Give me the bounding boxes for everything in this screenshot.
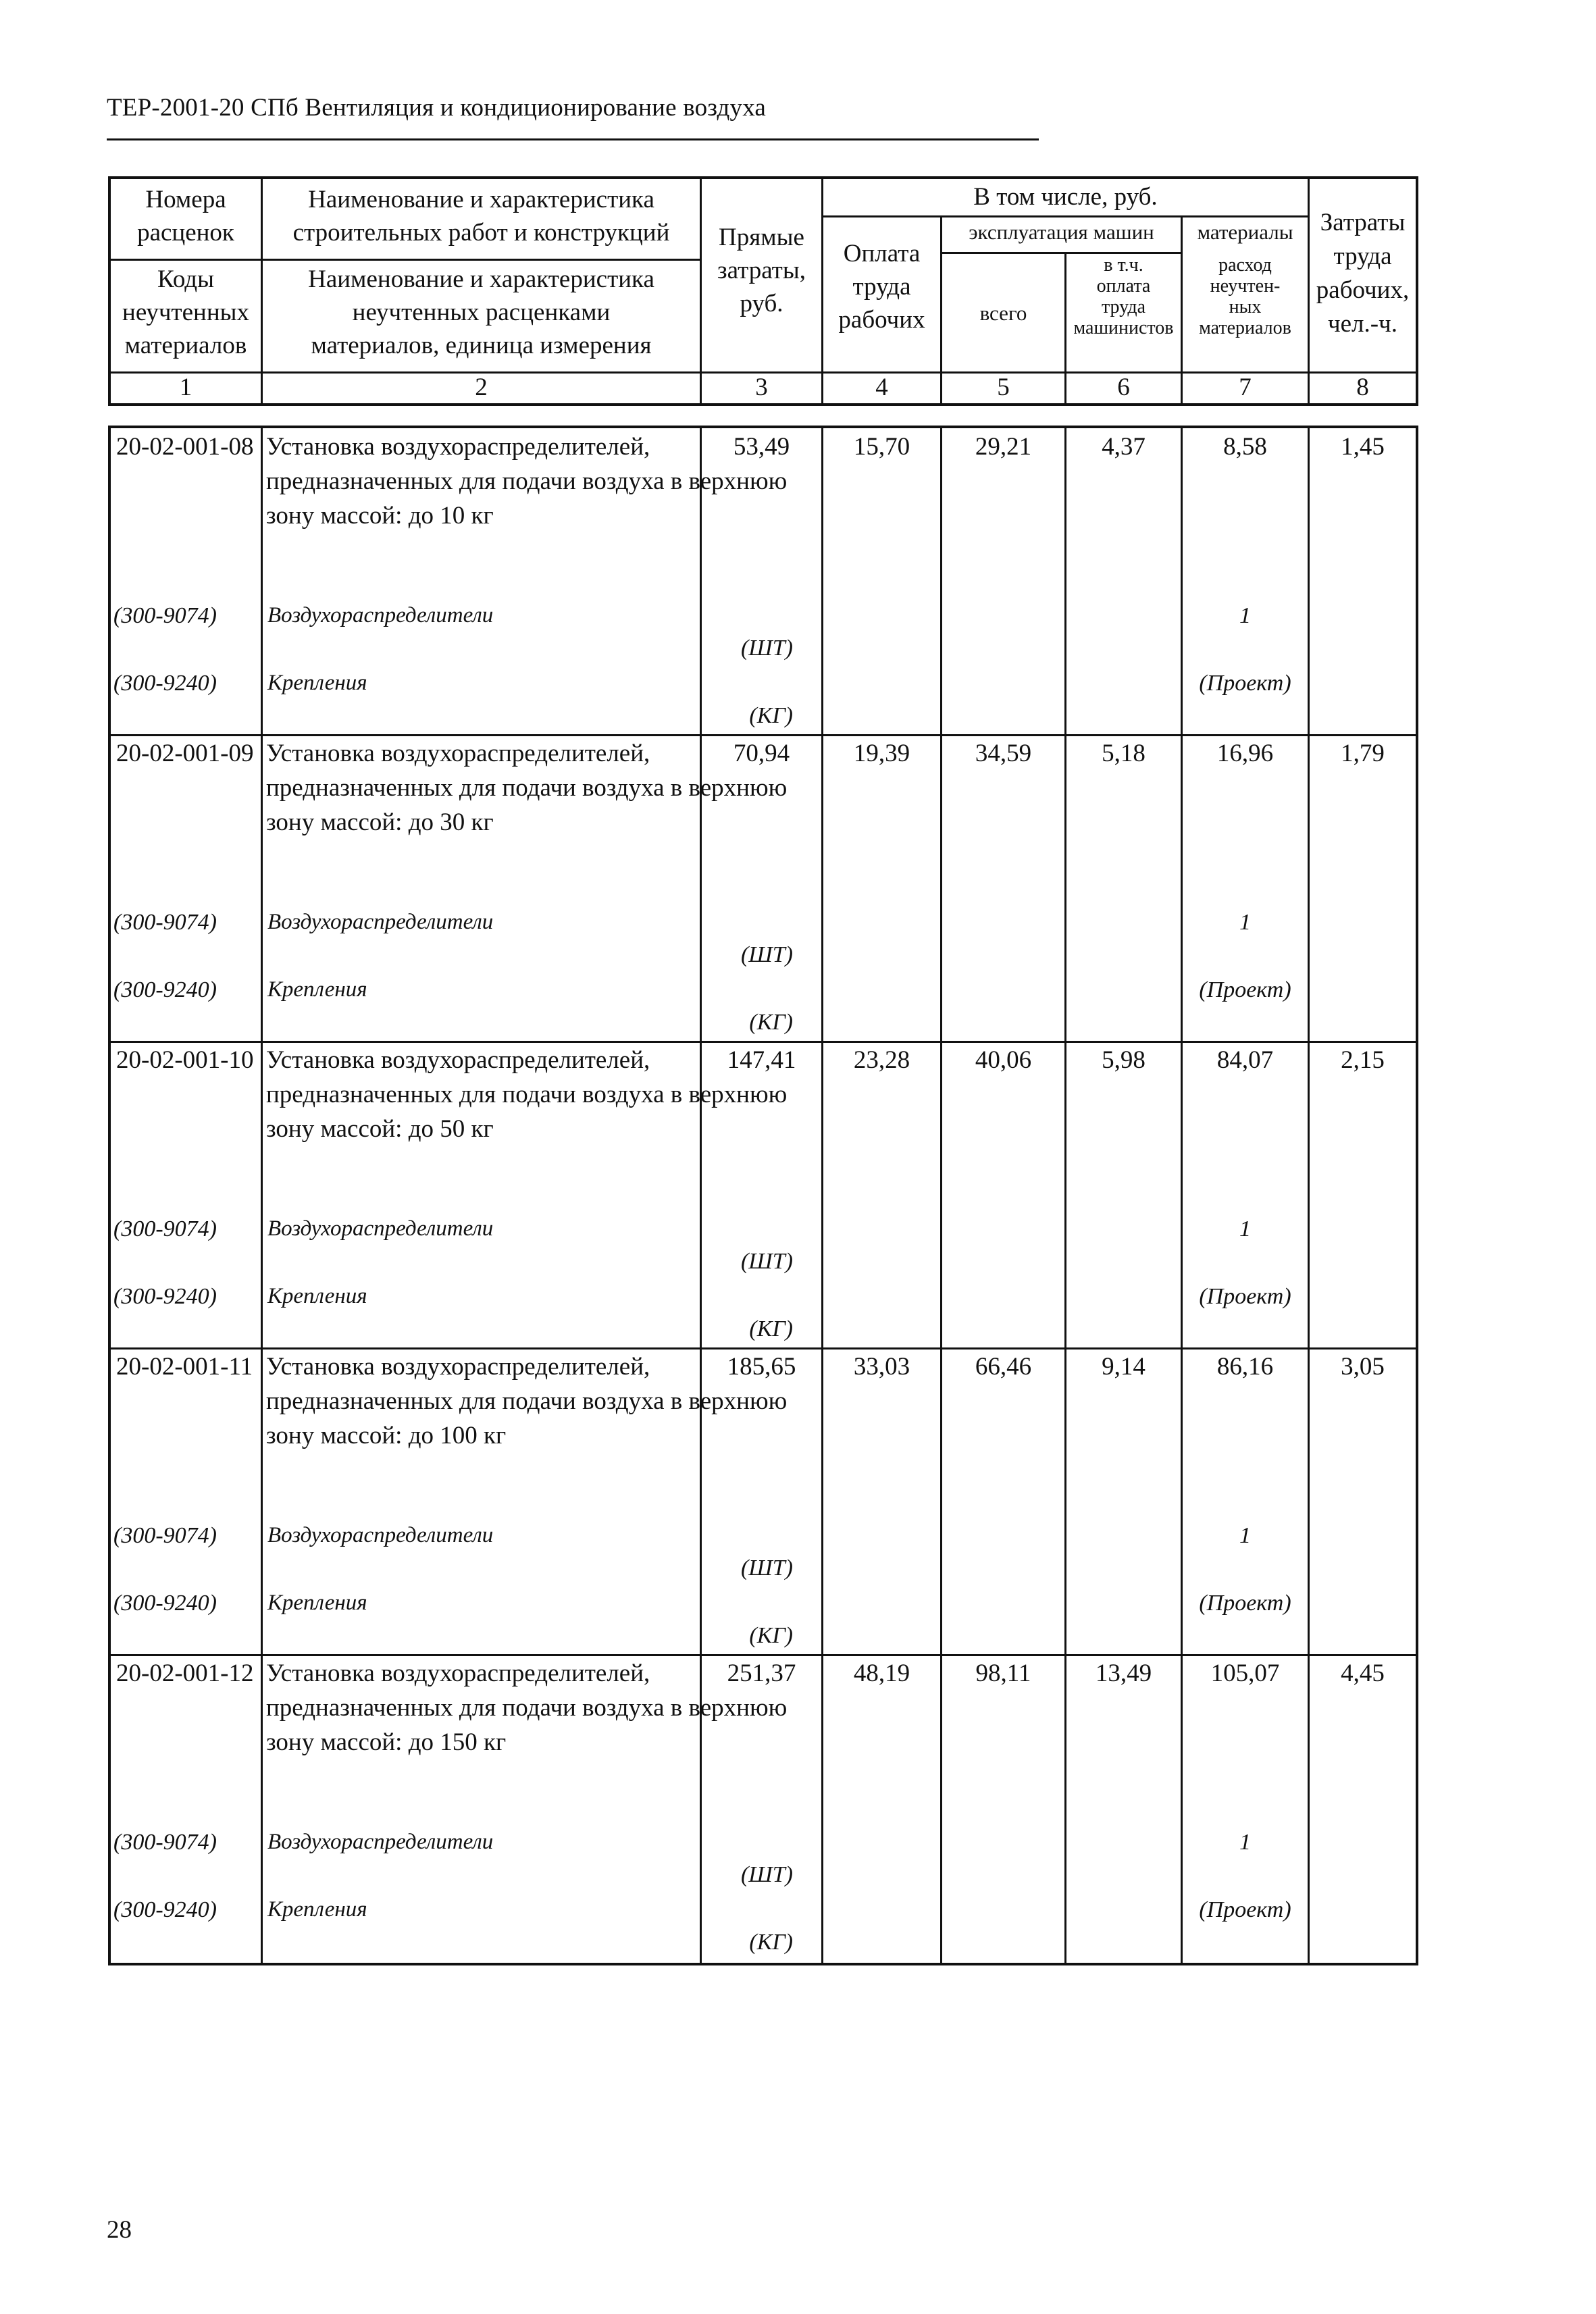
header-col4: Оплата труда рабочих [838,240,925,334]
value-machinist: 4,37 [1102,433,1145,461]
material-code: (300-9074) [113,1830,217,1855]
value-machines: 40,06 [975,1046,1032,1074]
header-col5: всего [979,301,1027,325]
header-col2-bottom: Наименование и характеристика неучтенных расценками материалов, единица измерения [308,265,654,359]
value-hours: 4,45 [1341,1660,1385,1687]
value-direct: 251,37 [727,1660,796,1687]
page-title: ТЕР-2001-20 СПб Вентиляция и кондиционирование воздуха [107,94,767,122]
rate-code: 20-02-001-11 [116,1353,253,1381]
material-value: (Проект) [1199,1284,1291,1309]
material-code: (300-9240) [113,977,217,1002]
header-group-title: В том числе, руб. [973,183,1158,211]
material-code: (300-9074) [113,1523,217,1548]
work-description: Установка воздухораспределителей, предназначенных для подачи воздуха в верхнюю зону массой: до 100 кг [266,1353,788,1449]
value-materials: 105,07 [1210,1660,1280,1687]
colnum-5: 5 [997,374,1010,401]
value-hours: 3,05 [1341,1353,1385,1381]
material-value: 1 [1239,1830,1251,1855]
colnum-2: 2 [475,374,488,401]
material-value: 1 [1239,603,1251,628]
material-name: Воздухораспределители [267,910,494,934]
colnum-4: 4 [875,374,888,401]
work-description: Установка воздухораспределителей, предназначенных для подачи воздуха в верхнюю зону массой: до 50 кг [266,1046,788,1143]
work-description: Установка воздухораспределителей, предназначенных для подачи воздуха в верхнюю зону массой: до 10 кг [266,433,788,530]
rate-code: 20-02-001-10 [116,1046,254,1074]
value-machines: 98,11 [975,1660,1031,1687]
material-code: (300-9074) [113,603,217,628]
material-code: (300-9240) [113,671,217,696]
colnum-8: 8 [1356,374,1369,401]
material-unit: (КГ) [749,703,793,728]
material-name: Крепления [267,1284,367,1308]
value-direct: 53,49 [733,433,790,461]
material-name: Воздухораспределители [267,1216,494,1241]
material-code: (300-9074) [113,910,217,935]
value-materials: 86,16 [1216,1353,1274,1381]
value-machines: 34,59 [975,740,1032,767]
material-unit: (ШТ) [740,1555,793,1580]
material-code: (300-9240) [113,1284,217,1309]
material-unit: (ШТ) [740,1249,793,1274]
work-description: Установка воздухораспределителей, предназначенных для подачи воздуха в верхнюю зону массой: до 150 кг [266,1660,788,1756]
material-unit: (ШТ) [740,1862,793,1887]
material-unit: (КГ) [749,1010,793,1035]
header-col3: Прямые затраты, руб. [717,224,806,317]
colnum-3: 3 [755,374,768,401]
value-materials: 84,07 [1216,1046,1274,1074]
header-col7: расход неучтен- ных материалов [1199,255,1291,338]
value-direct: 70,94 [733,740,790,767]
material-code: (300-9240) [113,1897,217,1922]
value-machinist: 13,49 [1095,1660,1152,1687]
value-hours: 1,45 [1341,433,1385,461]
material-unit: (КГ) [749,1930,793,1955]
material-value: 1 [1239,1523,1251,1548]
table-header [108,176,1418,406]
page-number: 28 [107,2216,132,2244]
material-code: (300-9074) [113,1216,217,1241]
material-name: Крепления [267,1897,367,1922]
material-name: Крепления [267,1591,367,1615]
header-col8: Затраты труда рабочих, чел.-ч. [1316,209,1410,338]
header-col1-top: Номера расценок [137,186,234,247]
price-table [108,426,1418,1965]
value-materials: 16,96 [1216,740,1274,767]
material-name: Воздухораспределители [267,1830,494,1854]
rate-code: 20-02-001-08 [116,433,254,461]
value-machinist: 5,98 [1102,1046,1145,1074]
value-machinist: 5,18 [1102,740,1145,767]
value-hours: 2,15 [1341,1046,1385,1074]
value-labor: 33,03 [853,1353,910,1381]
material-value: (Проект) [1199,671,1291,696]
material-unit: (ШТ) [740,636,793,661]
value-materials: 8,58 [1223,433,1267,461]
material-unit: (КГ) [749,1316,793,1341]
value-labor: 48,19 [853,1660,910,1687]
value-labor: 19,39 [853,740,910,767]
title-rule [107,138,1039,140]
rate-code: 20-02-001-12 [116,1660,254,1687]
material-unit: (ШТ) [740,942,793,967]
rate-code: 20-02-001-09 [116,740,254,767]
value-machinist: 9,14 [1102,1353,1145,1381]
material-unit: (КГ) [749,1623,793,1648]
material-name: Воздухораспределители [267,603,494,627]
colnum-1: 1 [179,374,192,401]
value-hours: 1,79 [1341,740,1385,767]
value-direct: 147,41 [727,1046,796,1074]
colnum-7: 7 [1239,374,1252,401]
work-description: Установка воздухораспределителей, предназначенных для подачи воздуха в верхнюю зону массой: до 30 кг [266,740,788,836]
material-name: Крепления [267,671,367,695]
colnum-6: 6 [1117,374,1130,401]
material-value: (Проект) [1199,977,1291,1002]
material-name: Крепления [267,977,367,1002]
header-machines: эксплуатация машин [969,220,1154,244]
material-name: Воздухораспределители [267,1523,494,1547]
value-labor: 23,28 [853,1046,910,1074]
value-machines: 29,21 [975,433,1032,461]
header-col1-bottom: Коды неучтенных материалов [122,265,249,359]
material-value: (Проект) [1199,1897,1291,1922]
value-machines: 66,46 [975,1353,1032,1381]
header-col6: в т.ч. оплата труда машинистов [1073,255,1174,338]
header-materials: материалы [1197,220,1293,244]
material-value: 1 [1239,1216,1251,1241]
material-code: (300-9240) [113,1591,217,1616]
value-direct: 185,65 [727,1353,796,1381]
value-labor: 15,70 [853,433,910,461]
material-value: (Проект) [1199,1591,1291,1616]
material-value: 1 [1239,910,1251,935]
header-col2-top: Наименование и характеристика строительных работ и конструкций [292,186,670,247]
